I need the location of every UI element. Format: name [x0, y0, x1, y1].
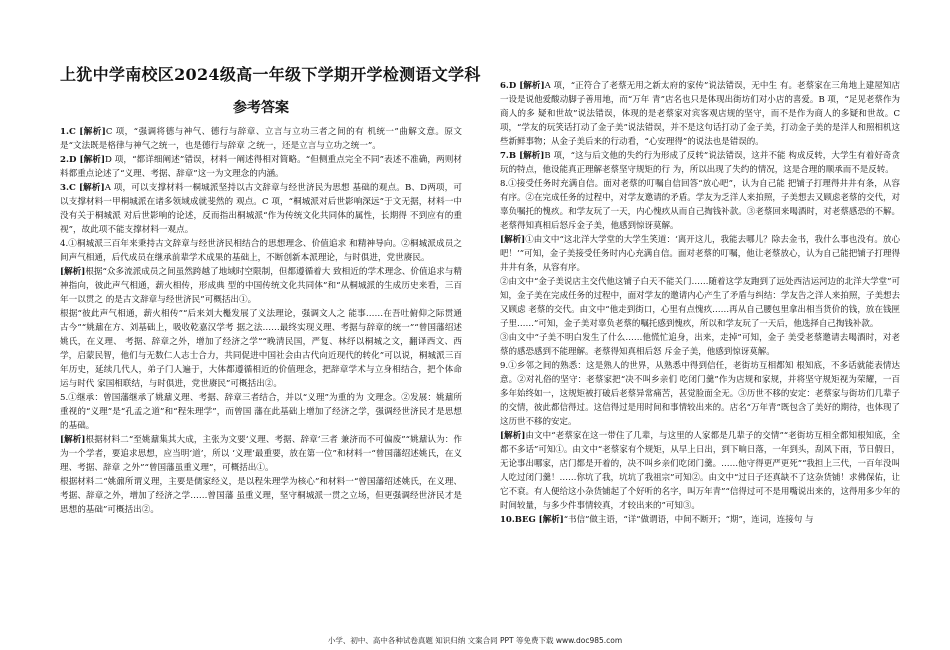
answer-paragraph: [60, 237, 462, 265]
answer-paragraph: [500, 429, 900, 513]
answer-text: 根据材料二“至姚鼐集其大成，主张为文要‘义理、考据、辞章’三者 兼济而不可偏废”“姚鼐认为：作为一个学者，要追求思想，应当明‘道’，所以 ‘义理’最重要，放在第一位”和材料一“曾国藩绍述姚氏，在义理、考据、辞章 之外”“曾国藩虽重义理”，可概括出①。: [60, 435, 462, 473]
answer-text: A 项，“正符合了老蔡无用之新太府的家传”说法错误，无中生 有。老蔡家在三角地上建屋知店一设是说他爱酸动脚子善用地，而“万年 青”店名也只是体现出街坊们对小店的喜爱。B 项，“足见老蔡作为商人的多 疑和世故”说法错误，体现的是老蔡家对宾客观店规的坚守，而不是作为商人的多疑和世故。C 项，“学友的玩笑话打动了金子美”说法错误，并不是这句话打动了金子美，打动金子美的是洋人和照相机这些新鲜事物；从金子美后来的行动看，“心安理得”的说法也是错误的。: [500, 81, 900, 147]
answer-text: A 项，可以支撑材料一桐城派坚持以古文辞章与经世济民为思想 基础的观点。B、D两项，可以支撑材料一甲桐城派在诸多领域成就斐然的 观点。C 项，“桐城派对后世影响深远”于文无据，材料一中没有关于桐城派 对后世影响的论述，反而指出桐城派“作为传统文化共同体的属性，长期得 不到应有的重视”，故此项不能支撑材料一观点。: [60, 183, 462, 235]
answer-tag: [解析]: [500, 431, 526, 441]
answer-paragraph: [500, 177, 900, 233]
answer-tag: 6.D [解析]: [500, 81, 545, 91]
answer-text: ①由文中“这北洋大学堂的大学生笑道：‘离开这儿，我能去哪儿？除去金书，我什么事也没有。放心吧！’”可知，金子美接受任务时内心充满自信。面对老蔡的叮嘱，他让老蔡放心，认为自己能把铺子打理得井井有条，从容有序。: [500, 235, 900, 273]
answer-paragraph: [60, 433, 462, 475]
answer-text: 由文中“老蔡家在这一带住了几辈，与这里的人家都是几辈子的交情”“老街坊互相全都知根知底，全都不多话”可知①。由文中“老蔡家有个规矩，从早上日出，到下晌日落，一年到头，刮风下雨，节日假日，无论事出哪家，店门都是开着的，决不叫乡亲们吃闭门羹。……他守得更严更死”“我担上三代，一百年没叫人吃过闭门羹！……你坑了我，坑坑了我祖宗”可知②。由文中“过日子还真缺不了这杂货铺！求佛保佑，让它不衰。有人便给这小杂货铺起了个好听的名字，叫万年青”“信得过可不是用嘴说出来的，这得用多少年的时间较量，与多少件事情较真，才较出来的”可知③。: [500, 431, 900, 511]
answer-text: B 项，“这与后文他的失约行为形成了反转”说法错误，这并不能 构成反转，大学生有着好奇贪玩的特点，他设能真正理解老蔡坚守规矩的行 为，所以出现了失约的情况，这是合理的顺承而不是反转。: [500, 151, 900, 175]
answer-text: C 项，“强调将德与神气、德行与辞章、立言与立功三者之间的有 机统一”曲解文意。原文是“文法既是格律与神气之统一，也是德行与辞章 之统一，还是立言与立功之统一”。: [60, 127, 462, 151]
answer-text: 5.①继承：曾国藩继承了姚鼐义理、考据、辞章三者结合，并以“义理”为重的为 文理念。②发展：姚鼐所重视的“义理”是“孔孟之道”和“程朱理学”，而曾国 藩在此基础上增加了经济之学，强调经世济民才是思想的基础。: [60, 393, 462, 431]
answer-tag: 7.B [解析]: [500, 151, 545, 161]
answer-paragraph: [60, 181, 462, 237]
left-column-body: [60, 125, 462, 517]
document-subtitle: 参考答案: [233, 100, 289, 116]
answer-text: 4.①桐城派三百年来秉持古文辞章与经世济民相结合的思想理念、价值追求 和精神导向。②桐城派成员之间声气相通，后代成员在继承前辈学术成果的基础上，不断创新本派理论，与时俱进，党世赓民。: [60, 239, 462, 263]
answer-paragraph: [500, 513, 900, 527]
answer-text: D 项，“都详细阐述”错误，材料一阐述得相对简略。“但侧重点完全不同”表述不准确，两则材料都重点论述了“义理、考据、辞章”这一为文理念的内涵。: [60, 155, 462, 179]
answer-paragraph: [60, 475, 462, 517]
answer-text: “书信”做主语，“详”做谓语，中间不断开；“期”，连词，连接句 与: [563, 515, 814, 525]
answer-text: 根据“彼此声气相通，薪火相传”“后来刘大櫆发展了义法理论，强调文人之 能事……在吾吐俯仰之际贯通古今”“姚鼐在方、刘基础上，吸收乾嘉汉学考 据之法……最终实现义理、考据与辞章的统一”“曾国藩绍述姚氏，在义理、 考据、辞章之外，增加了经济之学”“晚清民国，严复、林纾以桐城之文，翻译西文、西学，启蒙民智，他们与无数仁人志士合力，共同促进中国社会由古代向近现代的转化”可以说，桐城派三百年历史，延续几代人，弟子门人遍于，大体都遵循相近的价值理念，把辞章学术与立身相结合，把个体命运与时代 家国相联结，与时俱进，党世赓民”可概括出②。: [60, 309, 462, 389]
answer-paragraph: [60, 391, 462, 433]
footer-text: 小学、初中、高中各种试卷真题 知识归纳 文案合同 PPT 等免费下载 www.doc985.com: [327, 636, 623, 645]
answer-paragraph: [500, 149, 900, 177]
answer-paragraph: [500, 359, 900, 429]
answer-tag: [解析]: [60, 267, 86, 277]
answer-text: 9.①乡邻之间的熟悉：这是熟人的世界，从熟悉中得到信任，老街坊互相都知 根知底，不多话就能表情达意。②对礼俗的坚守：老蔡家把“决不叫乡亲们 吃闭门羹”作为店规和家规，并将坚守规矩视为荣耀，一百多年始终如一，这规矩被打破后老蔡异常痛苦，甚觉脸面全无。③历世不移的安定：老蔡家与街坊们几辈子的交情，彼此都信得过。这信得过是用时间和事情较出来的。店名“万年青”既包含了美好的期待，也体现了这历世不移的安定。: [500, 361, 900, 427]
answer-tag: 2.D [解析]: [60, 155, 106, 165]
answer-tag: 1.C [解析]: [60, 127, 106, 137]
answer-paragraph: [500, 275, 900, 331]
answer-tag: 10.BEG [解析]: [500, 515, 564, 525]
answer-paragraph: [500, 233, 900, 275]
answer-tag: 3.C [解析]: [60, 183, 105, 193]
left-column: [60, 0, 481, 517]
answer-text: 8.①接受任务时充满自信。面对老蔡的叮嘱自信回答“放心吧”，认为自己能 把铺子打理得井井有条，从容有序。②在完成任务的过程中，对学友邀请的矛盾。学友为乏洋人来拍照，子美想去又顾虑老蔡的交代，对辜负嘱托的愧疚。和学友玩了一天，内心愧疚从而自己掏钱补款。③老蔡回来喝酒时，对老蔡感恐的不解。老蔡得知真相后怒斥金子美，他感到惊讶莫解。: [500, 179, 900, 231]
answer-paragraph: [60, 153, 462, 181]
answer-text: 根据材料二“姚鼐所谓义理，主要是儒家经义，是以程朱理学为核心”和材料一“曾国藩绍述姚氏，在义理、考据、辞章之外，增加了经济之学……曾国藩 虽重义理，坚守桐城派一贯之立场，但更强调经世济民才是思想的基础”可概括出②。: [60, 477, 462, 515]
answer-paragraph: [60, 125, 462, 153]
answer-paragraph: [60, 265, 462, 307]
answer-paragraph: [500, 331, 900, 359]
answer-text: ②由文中“金子美说店主交代他这铺子白天不能关门……随着这学友跑到了远处西洁运河边的北洋大学堂”可知，金子美在完成任务的过程中，面对学友的邀请内心产生了矛盾与纠结：学友告之洋人来拍照，子美想去又顾虑 老蔡的交代。由文中“他走到街口，心里有点愧疚……再从自己腰包里拿出相当货价的钱，放在钱匣子里……”可知，金子美对辜负老蔡的嘱托感到愧疚，所以和学友玩了一天后，他选择自己掏钱补款。: [500, 277, 900, 329]
answer-text: 根据“众多流派成员之间虽然跨越了地域时空限制，但都遵循着大 致相近的学术理念、价值追求与精神指向，彼此声气相通，薪火相传，形成典 型的中国传统文化共同体”和“从桐城派的生成历史来看，三百年一以贯之 的是古文辞章与经世济民”可概括出①。: [60, 267, 462, 305]
answer-tag: [解析]: [500, 235, 526, 245]
answer-text: ③由文中“子美不明白发生了什么……他慌忙追身，出来，走掉”可知，金子 美受老蔡邀请去喝酒时，对老蔡的感恐感到不能理解。老蔡得知真相后怒 斥金子美，他感到惊讶莫解。: [500, 333, 900, 357]
answer-tag: [解析]: [60, 435, 86, 445]
document-title: 上犹中学南校区2024级高一年级下学期开学检测语文学科: [60, 65, 481, 84]
right-column: [500, 0, 900, 527]
right-column-body: [500, 79, 900, 527]
answer-paragraph: [500, 79, 900, 149]
answer-paragraph: [60, 307, 462, 391]
